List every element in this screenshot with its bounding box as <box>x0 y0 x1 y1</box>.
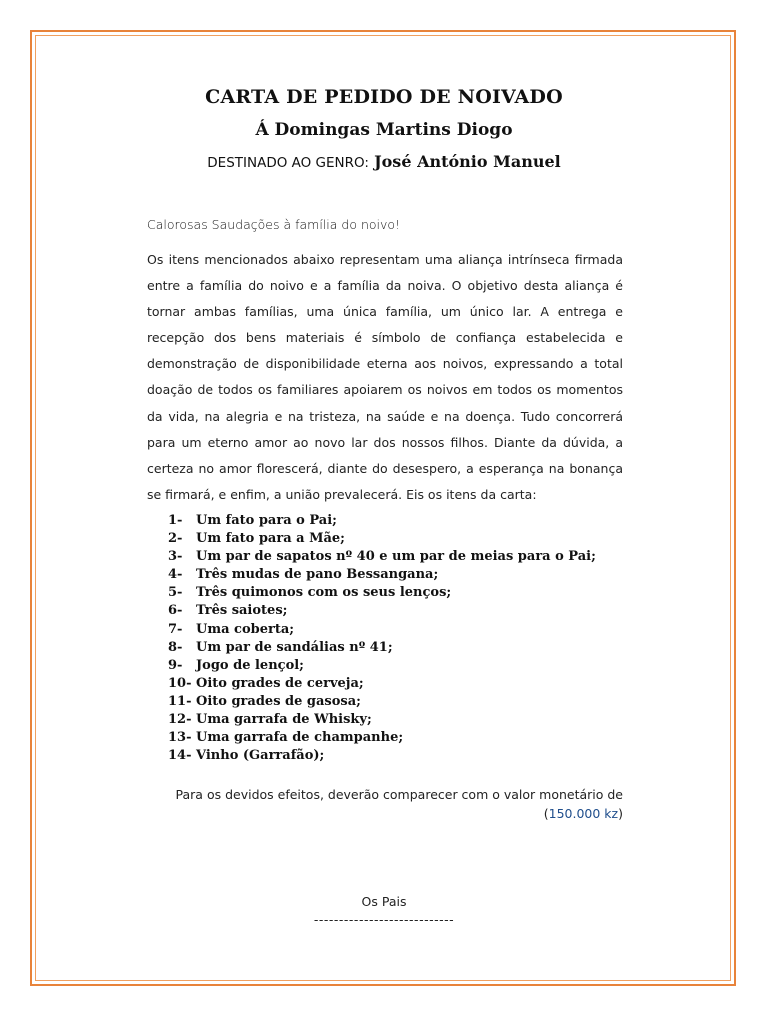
list-item <box>168 530 596 548</box>
list-item-number: 7- <box>168 621 183 637</box>
list-item-text: Três saiotes; <box>196 603 288 619</box>
items-list <box>168 512 596 765</box>
list-item-text: Oito grades de cerveja; <box>196 675 364 691</box>
list-item-text: Jogo de lençol; <box>196 657 304 673</box>
list-item <box>168 548 596 566</box>
list-item-text: Oito grades de gasosa; <box>196 693 361 709</box>
closing-text: Para os devidos efeitos, deverão comparecer com o valor monetário de <box>175 787 623 802</box>
list-item-number: 9- <box>168 657 183 673</box>
list-item-number: 11- <box>168 693 192 709</box>
body-paragraph: Os itens mencionados abaixo representam uma aliança intrínseca firmada entre a família do noivo e a família da noiva. O objetivo desta aliança é tornar ambas famílias, uma única família, um único lar. A entrega e recepção dos bens materiais é símbolo de confiança estabelecida e demonstração de disponibilidade eterna aos noivos, expressando a total doação de todos os familiares apoiarem os noivos em todos os momentos da vida, na alegria e na tristeza, na saúde e na doença. Tudo concorrerá para um eterno amor ao novo lar dos nossos filhos. Diante da dúvida, a certeza no amor florescerá, diante do desespero, a esperança na bonança se firmará, e enfim, a união prevalecerá. Eis os itens da carta: <box>147 252 623 502</box>
list-item-number: 2- <box>168 531 183 547</box>
list-item-text: Um par de sapatos nº 40 e um par de meias para o Pai; <box>196 549 596 565</box>
list-item <box>168 602 596 620</box>
list-item-text: Uma garrafa de champanhe; <box>196 730 404 746</box>
closing-paragraph: Para os devidos efeitos, deverão comparecer com o valor monetário de (150.000 kz) <box>175 787 623 821</box>
list-item-text: Vinho (Garrafão); <box>196 748 325 764</box>
list-item-number: 6- <box>168 603 183 619</box>
destination-name: José António Manuel <box>374 152 561 171</box>
amount-value: 150.000 kz <box>548 806 619 821</box>
list-item-number: 13- <box>168 730 192 746</box>
list-item-number: 8- <box>168 639 183 655</box>
list-item <box>168 657 596 675</box>
list-item <box>168 729 596 747</box>
list-item <box>168 566 596 584</box>
list-item <box>168 639 596 657</box>
list-item-number: 5- <box>168 585 183 601</box>
list-item-text: Um par de sandálias nº 41; <box>196 639 393 655</box>
list-item <box>168 747 596 765</box>
list-item-text: Três mudas de pano Bessangana; <box>196 567 439 583</box>
list-item-text: Três quimonos com os seus lenços; <box>196 585 452 601</box>
list-item-text: Um fato para o Pai; <box>196 513 337 528</box>
greeting: Calorosas Saudações à família do noivo! <box>147 217 401 232</box>
page-border-inner <box>35 35 731 981</box>
list-item <box>168 693 596 711</box>
list-item-number: 14- <box>168 748 192 764</box>
letter-title: CARTA DE PEDIDO DE NOIVADO <box>205 86 563 108</box>
list-item <box>168 711 596 729</box>
signature-label: Os Pais <box>361 894 407 909</box>
list-item-text: Uma garrafa de Whisky; <box>196 712 372 728</box>
list-item-text: Um fato para a Mãe; <box>196 531 345 547</box>
list-item <box>168 584 596 602</box>
signature-block <box>0 893 768 929</box>
list-item <box>168 512 596 530</box>
list-item <box>168 675 596 693</box>
list-item-number: 12- <box>168 712 192 728</box>
list-item-number: 3- <box>168 549 183 565</box>
list-item-number: 4- <box>168 567 183 583</box>
destination-line <box>0 152 768 171</box>
destination-label: DESTINADO AO GENRO: <box>207 155 369 171</box>
letter-addressee: Á Domingas Martins Diogo <box>255 120 513 140</box>
signature-line: ---------------------------- <box>313 912 455 927</box>
list-item-number: 10- <box>168 675 192 691</box>
list-item <box>168 621 596 639</box>
list-item-number: 1- <box>168 513 183 528</box>
list-item-text: Uma coberta; <box>196 621 295 637</box>
